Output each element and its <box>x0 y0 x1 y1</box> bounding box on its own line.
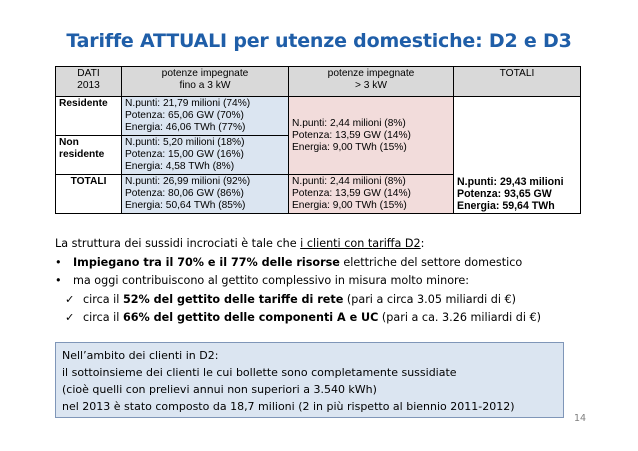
cell-line: N.punti: 21,79 milioni (74%) <box>125 98 251 109</box>
row-label-line1: Non <box>59 137 79 148</box>
cell-residente-up-to-3kw <box>122 97 289 136</box>
cell-line: Potenza: 13,59 GW (14%) <box>292 188 411 199</box>
bullet1-rest: elettriche del settore domestico <box>339 255 523 269</box>
row-label-residente: Residente <box>56 97 122 136</box>
cell-totali-over-3kw <box>289 175 454 214</box>
bullet-icon: • <box>55 255 62 269</box>
bullet1-bold: Impiegano tra il 70% e il 77% delle risorse <box>73 255 340 269</box>
cell-totali-total <box>454 97 581 214</box>
header-dati-year: 2013 <box>77 80 100 91</box>
cell-line: Potenza: 13,59 GW (14%) <box>292 129 411 141</box>
header-col3: TOTALI <box>499 68 535 79</box>
header-up-to-3kw <box>122 67 289 97</box>
info-box-line: Nell’ambito dei clienti in D2: <box>62 349 219 362</box>
row-label-non-residente <box>56 136 122 175</box>
bullet-item <box>55 254 595 273</box>
check-item <box>55 309 595 328</box>
cell-line: Energia: 9,00 TWh (15%) <box>292 200 407 211</box>
cell-line: Energia: 9,00 TWh (15%) <box>292 141 407 153</box>
cell-line: N.punti: 2,44 milioni (8%) <box>292 176 406 187</box>
check-item <box>55 291 595 310</box>
header-col2-line2: > 3 kW <box>355 80 387 91</box>
header-over-3kw <box>289 67 454 97</box>
bullet-icon: • <box>55 274 62 287</box>
header-col1-line1: potenze impegnate <box>161 68 249 79</box>
slide-title: Tariffe ATTUALI per utenze domestiche: D2 e D3 <box>66 30 572 52</box>
bullet2-text: ma oggi contribuiscono al gettito complessivo in misura molto minore: <box>73 274 470 287</box>
check2-pre: circa il <box>83 311 123 324</box>
header-dati-label: DATI <box>77 68 100 79</box>
check2-post: (pari a ca. 3.26 miliardi di €) <box>378 311 541 324</box>
bullet-item <box>55 272 595 291</box>
table-row-residente <box>56 97 581 136</box>
check2-bold: 66% del gettito delle componenti A e UC <box>122 311 379 324</box>
cell-line: Potenza: 80,06 GW (86%) <box>125 188 244 199</box>
info-box <box>55 342 564 418</box>
row-label-line2: residente <box>59 149 105 160</box>
cell-line: Energia: 4,58 TWh (8%) <box>125 161 235 172</box>
row-label-totali: TOTALI <box>56 175 122 214</box>
checkmark-icon: ✓ <box>65 311 75 324</box>
intro-line <box>55 235 595 254</box>
cell-line: N.punti: 29,43 milioni <box>457 176 564 188</box>
page-number: 14 <box>574 413 587 424</box>
checkmark-icon: ✓ <box>65 292 75 306</box>
intro-text: La struttura dei sussidi incrociati è tale che <box>55 237 301 250</box>
cell-non-residente-up-to-3kw <box>122 136 289 175</box>
cell-line: Potenza: 93,65 GW <box>457 188 552 200</box>
check1-bold: 52% del gettito delle tariffe di rete <box>122 292 344 306</box>
body-text <box>55 235 595 328</box>
tariffs-table <box>55 66 581 214</box>
info-box-line: nel 2013 è stato composto da 18,7 milioni (2 in più rispetto al biennio 2011-2012) <box>62 400 515 413</box>
cell-line: Potenza: 65,06 GW (70%) <box>125 110 244 121</box>
header-col2-line1: potenze impegnate <box>327 68 415 79</box>
info-box-line: (cioè quelli con prelievi annui non superiori a 3.540 kWh) <box>62 383 377 396</box>
check1-post: (pari a circa 3.05 miliardi di €) <box>343 292 517 306</box>
cell-line: N.punti: 26,99 milioni (92%) <box>125 176 251 187</box>
cell-line: Energia: 59,64 TWh <box>457 200 555 212</box>
cell-line: Energia: 46,06 TWh (77%) <box>125 122 246 133</box>
header-totali <box>454 67 581 97</box>
info-box-line: il sottoinsieme dei clienti le cui bollette sono completamente sussidiate <box>62 366 457 379</box>
header-col1-line2: fino a 3 kW <box>179 80 231 91</box>
table-header-row <box>56 67 581 97</box>
cell-line: Potenza: 15,00 GW (16%) <box>125 149 244 160</box>
cell-line: N.punti: 5,20 milioni (18%) <box>125 137 245 148</box>
cell-over-3kw-shared <box>289 97 454 175</box>
cell-line: Energia: 50,64 TWh (85%) <box>125 200 246 211</box>
intro-colon: : <box>420 237 425 250</box>
cell-totali-up-to-3kw <box>122 175 289 214</box>
cell-line: N.punti: 2,44 milioni (8%) <box>292 117 406 129</box>
intro-underlined: i clienti con tariffa D2 <box>300 237 421 250</box>
header-dati <box>56 67 122 97</box>
check1-pre: circa il <box>83 292 123 306</box>
